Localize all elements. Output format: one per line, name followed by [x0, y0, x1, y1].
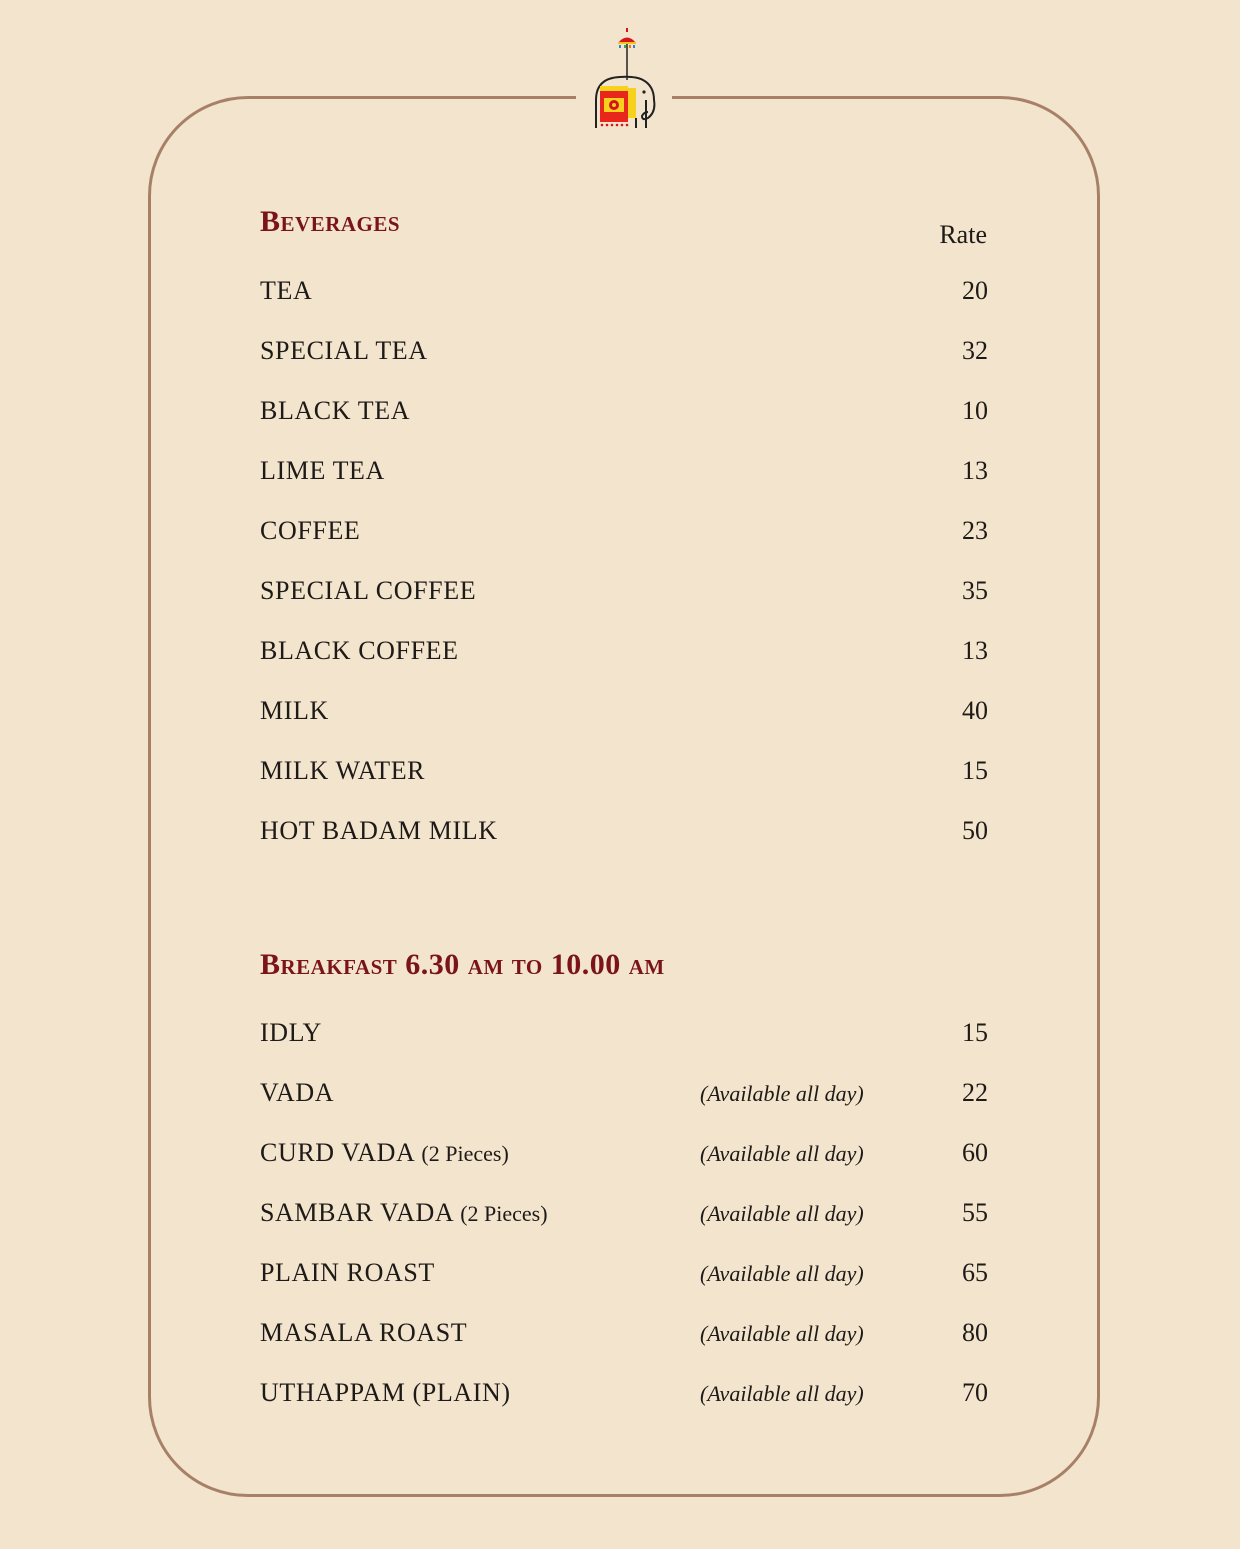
menu-item-row — [260, 1133, 988, 1173]
menu-item-row — [260, 1253, 988, 1293]
menu-item-row — [260, 331, 988, 371]
item-name: MILK — [260, 696, 329, 725]
item-availability: (Available all day) — [700, 1141, 864, 1166]
item-name: COFFEE — [260, 516, 361, 545]
item-price: 65 — [962, 1258, 988, 1287]
item-availability: (Available all day) — [700, 1081, 864, 1106]
item-name: PLAIN ROAST — [260, 1258, 435, 1287]
item-price: 10 — [962, 396, 988, 425]
item-price: 35 — [962, 576, 988, 605]
item-price: 13 — [962, 636, 988, 665]
menu-item-row — [260, 571, 988, 611]
menu-item-row — [260, 1373, 988, 1413]
menu-item-row — [260, 511, 988, 551]
item-name: MILK WATER — [260, 756, 426, 785]
item-price: 23 — [962, 516, 988, 545]
item-name: TEA — [260, 276, 313, 305]
item-name: IDLY — [260, 1018, 322, 1047]
item-price: 32 — [962, 336, 988, 365]
item-price: 50 — [962, 816, 988, 845]
item-price: 15 — [962, 1018, 988, 1047]
item-name: MASALA ROAST — [260, 1318, 468, 1347]
item-name: VADA — [260, 1078, 335, 1107]
item-price: 80 — [962, 1318, 988, 1347]
menu-item-row — [260, 751, 988, 791]
item-availability: (Available all day) — [700, 1201, 864, 1226]
breakfast-title: Breakfast 6.30 am to 10.00 am — [260, 948, 665, 981]
item-price: 60 — [962, 1138, 988, 1167]
item-name: BLACK COFFEE — [260, 636, 459, 665]
item-price: 15 — [962, 756, 988, 785]
item-note: (2 Pieces) — [421, 1141, 509, 1166]
menu-item-row — [260, 1193, 988, 1233]
menu-item-row — [260, 631, 988, 671]
item-name: BLACK TEA — [260, 396, 411, 425]
item-availability: (Available all day) — [700, 1321, 864, 1346]
item-price: 40 — [962, 696, 988, 725]
item-price: 20 — [962, 276, 988, 305]
item-name: LIME TEA — [260, 456, 385, 485]
menu-item-row — [260, 691, 988, 731]
beverages-title: Beverages — [260, 205, 401, 238]
elephant-umbrella-icon — [580, 28, 670, 134]
menu-item-row — [260, 271, 988, 311]
item-price: 55 — [962, 1198, 988, 1227]
item-name: UTHAPPAM (PLAIN) — [260, 1378, 511, 1407]
rate-column-header: Rate — [939, 220, 987, 249]
menu-item-row — [260, 1073, 988, 1113]
item-name: SAMBAR VADA (2 Pieces) — [260, 1198, 548, 1227]
item-availability: (Available all day) — [700, 1261, 864, 1286]
item-price: 70 — [962, 1378, 988, 1407]
item-price: 22 — [962, 1078, 988, 1107]
item-name: SPECIAL TEA — [260, 336, 428, 365]
item-price: 13 — [962, 456, 988, 485]
item-note: (2 Pieces) — [460, 1201, 548, 1226]
item-name: HOT BADAM MILK — [260, 816, 498, 845]
menu-item-row — [260, 391, 988, 431]
menu-item-row — [260, 1313, 988, 1353]
item-name: SPECIAL COFFEE — [260, 576, 477, 605]
menu-item-row — [260, 1013, 988, 1053]
item-name: CURD VADA (2 Pieces) — [260, 1138, 509, 1167]
menu-item-row — [260, 451, 988, 491]
item-availability: (Available all day) — [700, 1381, 864, 1406]
menu-item-row — [260, 811, 988, 851]
